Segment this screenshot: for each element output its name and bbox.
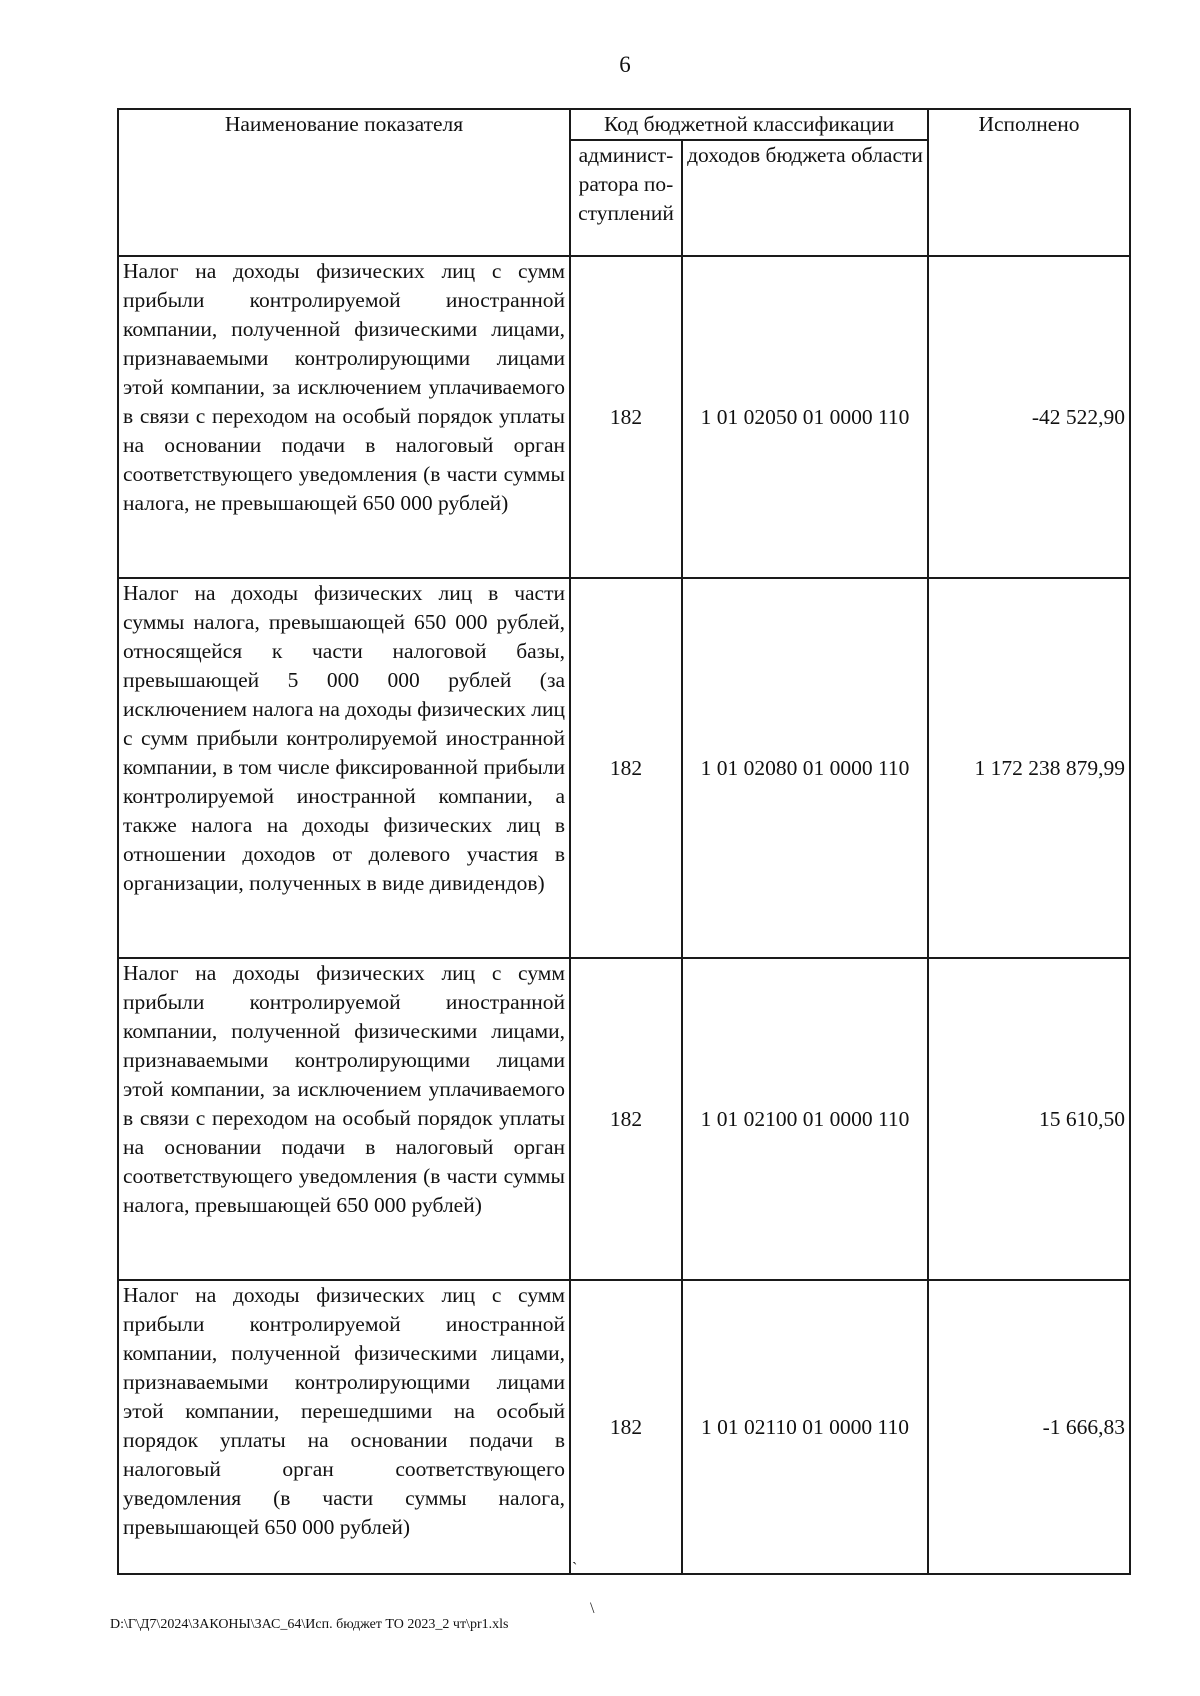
header-executed: Исполнено (928, 109, 1130, 256)
row-code: 1 01 02080 01 0000 110 (682, 578, 928, 958)
row-executed: 15 610,50 (928, 958, 1130, 1280)
table-row (118, 958, 1130, 1280)
row-administrator: 182 (570, 958, 682, 1280)
row-name: Налог на доходы физических лиц с сумм прибыли контролируемой иностранной компании, полученной физическими лицами, признаваемыми контролирующими лицами этой компании, за исключением уплачиваемого в связи с переходом на особый порядок уплаты на основании подачи в налоговый орган соответствующего уведомления (в части суммы налога, не превышающей 650 000 рублей) (118, 256, 570, 578)
page-number: 6 (619, 52, 631, 77)
header-name: Наименование показателя (118, 109, 570, 256)
row-code: 1 01 02050 01 0000 110 (682, 256, 928, 578)
row-code: 1 01 02100 01 0000 110 (682, 958, 928, 1280)
header-code-group: Код бюджетной классификации (570, 109, 928, 140)
row-executed: -42 522,90 (928, 256, 1130, 578)
header-row (118, 109, 1130, 140)
header-administrator: админист-ратора по-ступлений (570, 140, 682, 256)
row-code: 1 01 02110 01 0000 110 (682, 1280, 928, 1574)
footer-file-path: D:\Г\Д7\2024\ЗАКОНЫ\ЗАС_64\Исп. бюджет ТО 2023_2 чт\pr1.xls (110, 1617, 509, 1632)
table-row (118, 578, 1130, 958)
table-row (118, 1280, 1130, 1574)
table-row (118, 256, 1130, 578)
row-administrator: 182 (570, 578, 682, 958)
budget-table (117, 108, 1131, 1575)
row-executed: -1 666,83 (928, 1280, 1130, 1574)
row-administrator: 182 (570, 1280, 682, 1574)
row-executed: 1 172 238 879,99 (928, 578, 1130, 958)
row-administrator: 182 (570, 256, 682, 578)
row-name: Налог на доходы физических лиц с сумм прибыли контролируемой иностранной компании, полученной физическими лицами, признаваемыми контролирующими лицами этой компании, за исключением уплачиваемого в связи с переходом на особый порядок уплаты на основании подачи в налоговый орган соответствующего уведомления (в части суммы налога, превышающей 650 000 рублей) (118, 958, 570, 1280)
row-name: Налог на доходы физических лиц с сумм прибыли контролируемой иностранной компании, полученной физическими лицами, признаваемыми контролирующими лицами этой компании, перешедшими на особый порядок уплаты на основании подачи в налоговый орган соответствующего уведомления (в части суммы налога, превышающей 650 000 рублей) (118, 1280, 570, 1574)
row-name: Налог на доходы физических лиц в части суммы налога, превышающей 650 000 рублей, относящейся к части налоговой базы, превышающей 5 000 000 рублей (за исключением налога на доходы физических лиц с сумм прибыли контролируемой иностранной компании, в том числе фиксированной прибыли контролируемой иностранной компании, а также налога на доходы физических лиц в отношении доходов от долевого участия в организации, полученных в виде дивидендов) (118, 578, 570, 958)
scan-mark: \ (590, 1600, 595, 1617)
header-income: доходов бюджета области (682, 140, 928, 256)
scan-mark: ˋ (572, 1560, 578, 1577)
